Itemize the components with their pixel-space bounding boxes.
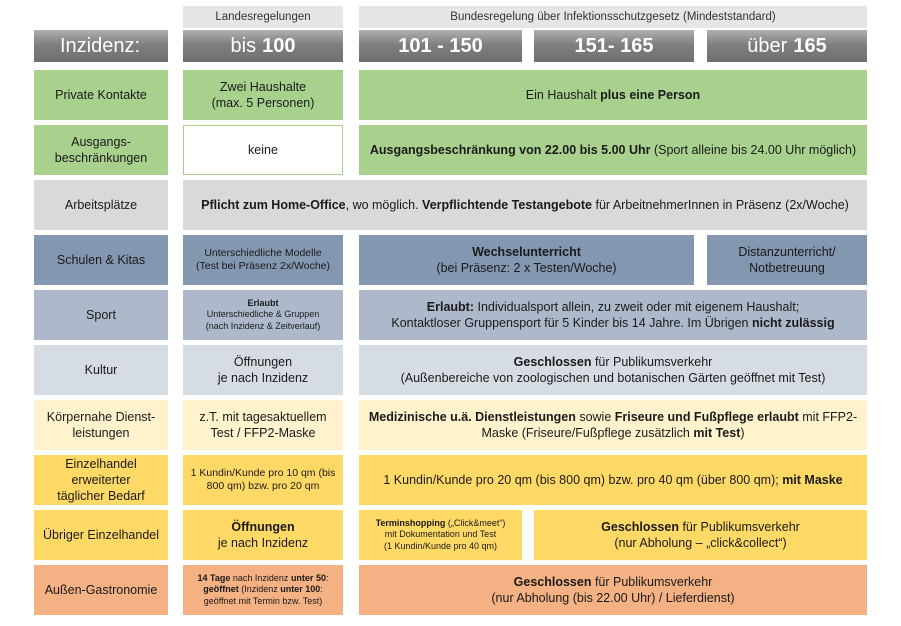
incidence-101-150: 101 - 150 (359, 30, 522, 62)
row-label-schulen-kitas: Schulen & Kitas (34, 235, 168, 285)
ausgang-land-cell: keine (183, 125, 343, 175)
koerper-bund-cell: Medizinische u.ä. Dienstleistungen sowie Friseure und Fußpflege erlaubt mit FFP2- Maske (Friseure/Fußpflege zusätzlich mit Test) (359, 400, 867, 450)
gastro-bund-cell: Geschlossen für Publikumsverkehr (nur Abholung (bis 22.00 Uhr) / Lieferdienst) (359, 565, 867, 615)
incidence-ueber-165: über 165 (707, 30, 867, 62)
private-land-cell: Zwei Haushalte (max. 5 Personen) (183, 70, 343, 120)
schulen-right-cell: Distanzunterricht/ Notbetreuung (707, 235, 867, 285)
row-label-arbeitsplaetze: Arbeitsplätze (34, 180, 168, 230)
row-label-kultur: Kultur (34, 345, 168, 395)
header-bundesregelung: Bundesregelung über Infektionsschutzgesetz (Mindeststandard) (359, 6, 867, 28)
gastro-land-cell: 14 Tage nach Inzidenz unter 50: geöffnet (Inzidenz unter 100: geöffnet mit Termin bzw. Test) (183, 565, 343, 615)
sport-land-cell: Erlaubt Unterschiedliche & Gruppen (nach Inzidenz & Zeitverlauf) (183, 290, 343, 340)
kultur-bund-cell: Geschlossen für Publikumsverkehr (Außenbereiche von zoologischen und botanischen Gärten geöffnet mit Test) (359, 345, 867, 395)
incidence-label: Inzidenz: (34, 30, 168, 62)
einzel1-land-cell: 1 Kundin/Kunde pro 10 qm (bis 800 qm) bzw. pro 20 qm (183, 455, 343, 505)
einzel1-bund-cell: 1 Kundin/Kunde pro 20 qm (bis 800 qm) bzw. pro 40 qm (über 800 qm); mit Maske (359, 455, 867, 505)
incidence-bis-100: bis 100 (183, 30, 343, 62)
einzel2-mid-cell: Terminshopping („Click&meet“) mit Dokumentation und Test (1 Kundin/Kunde pro 40 qm) (359, 510, 522, 560)
incidence-151-165: 151- 165 (534, 30, 694, 62)
header-landesregelungen: Landesregelungen (183, 6, 343, 28)
arbeit-cell: Pflicht zum Home-Office, wo möglich. Verpflichtende Testangebote für ArbeitnehmerInnen in Präsenz (2x/Woche) (183, 180, 867, 230)
row-label-ausgangsbeschraenkungen: Ausgangs- beschränkungen (34, 125, 168, 175)
row-label-aussen-gastronomie: Außen-Gastronomie (34, 565, 168, 615)
ausgang-bund-cell: Ausgangsbeschränkung von 22.00 bis 5.00 Uhr (Sport alleine bis 24.00 Uhr möglich) (359, 125, 867, 175)
kultur-land-cell: Öffnungen je nach Inzidenz (183, 345, 343, 395)
row-label-private-kontakte: Private Kontakte (34, 70, 168, 120)
row-label-uebriger-einzelhandel: Übriger Einzelhandel (34, 510, 168, 560)
einzel2-right-cell: Geschlossen für Publikumsverkehr (nur Abholung – „click&collect“) (534, 510, 867, 560)
row-label-einzelhandel-taeglicher-bedarf: Einzelhandel erweiterter täglicher Bedarf (34, 455, 168, 505)
schulen-land-cell: Unterschiedliche Modelle (Test bei Präsenz 2x/Woche) (183, 235, 343, 285)
koerper-land-cell: z.T. mit tagesaktuellem Test / FFP2-Maske (183, 400, 343, 450)
schulen-mid-cell: Wechselunterricht (bei Präsenz: 2 x Testen/Woche) (359, 235, 694, 285)
row-label-koerpernahe-dienstleistungen: Körpernahe Dienst- leistungen (34, 400, 168, 450)
sport-bund-cell: Erlaubt: Individualsport allein, zu zweit oder mit eigenem Haushalt; Kontaktloser Gruppensport für 5 Kinder bis 14 Jahre. Im Übrigen nicht zulässig (359, 290, 867, 340)
private-bund-cell: Ein Haushalt plus eine Person (359, 70, 867, 120)
row-label-sport: Sport (34, 290, 168, 340)
einzel2-land-cell: Öffnungen je nach Inzidenz (183, 510, 343, 560)
